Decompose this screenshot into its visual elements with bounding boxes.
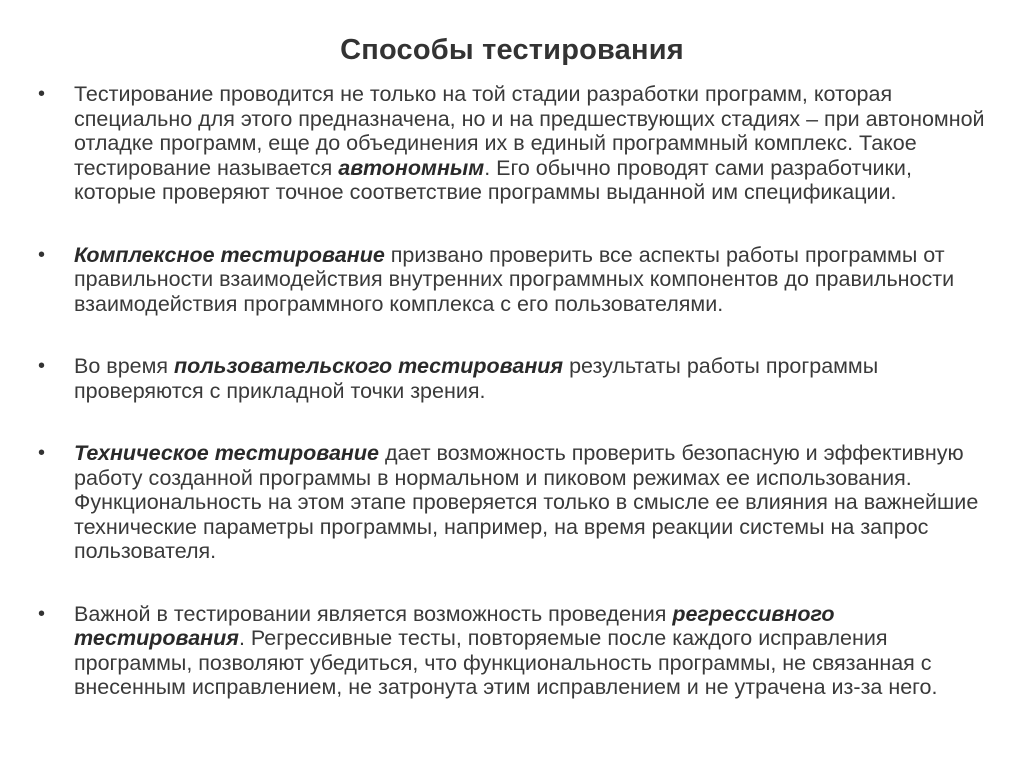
bullet-item-regression	[38, 602, 998, 700]
bullet-text: Во время	[74, 354, 175, 378]
bullet-dot-icon: •	[38, 442, 46, 464]
bullet-dot-icon: •	[38, 83, 46, 105]
slide-title: Способы тестирования	[340, 34, 684, 66]
bullet-list	[38, 82, 998, 738]
bullet-item-technical	[38, 441, 998, 564]
bullet-item-user-testing	[38, 354, 998, 403]
bullet-item-autonomous	[38, 82, 998, 205]
bullet-text: результаты работы программы проверяются с прикладной точки зрения.	[74, 354, 879, 403]
bullet-text: . Его обычно проводят сами разработчики, которые проверяют точное соответствие программы выданной им спецификации.	[74, 155, 912, 204]
bullet-emphasis: Техническое тестирование	[74, 441, 379, 465]
bullet-dot-icon: •	[38, 602, 46, 625]
bullet-text: Тестирование проводится не только на той стадии разработки программ, которая специально для этого предназначена, но и на предшествующих стадиях – при автономной отладке программ, еще до объединения их в единый программный комплекс. Такое тестирование называется	[74, 82, 985, 180]
bullet-emphasis: регрессивного тестирования	[74, 601, 835, 650]
bullet-text: призвано проверить все аспекты работы программы от правильности взаимодействия внутренних программных компонентов до правильности взаимодействия программного комплекса с его пользователями.	[74, 242, 955, 316]
bullet-item-complex	[38, 243, 998, 317]
bullet-text: дает возможность проверить безопасную и эффективную работу созданной программы в нормальном и пиковом режимах ее использования. Функциональность на этом этапе проверяется только в смысле ее влияния на важнейшие технические параметры программы, например, на время реакции системы на запрос пользователя.	[74, 441, 979, 563]
bullet-emphasis: автономным	[338, 155, 485, 180]
bullet-text: Важной в тестировании является возможность проведения	[74, 601, 673, 626]
bullet-dot-icon: •	[38, 355, 46, 377]
bullet-emphasis: Комплексное тестирование	[74, 242, 385, 267]
bullet-dot-icon: •	[38, 243, 46, 266]
bullet-text: . Регрессивные тесты, повторяемые после каждого исправления программы, позволяют убедиться, что функциональность программы, не связанная с внесенным исправлением, не затронута этим исправлением и не утрачена из-за него.	[74, 626, 938, 699]
bullet-emphasis: пользовательского тестирования	[174, 354, 564, 378]
